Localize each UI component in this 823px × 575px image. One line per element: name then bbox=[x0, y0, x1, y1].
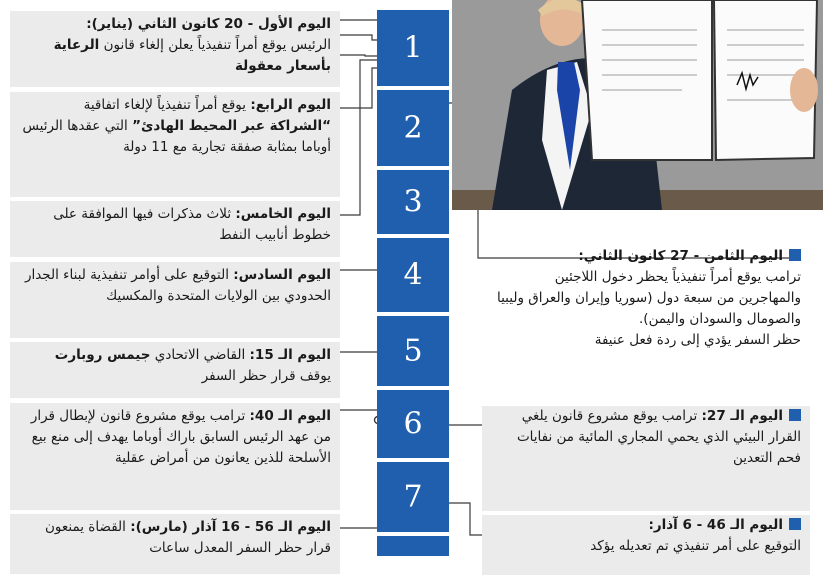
square-bullet-icon bbox=[789, 249, 801, 261]
event-text: ترامب يوقع أمراً تنفيذياً يحظر دخول اللاجئين والمهاجرين من سبعة دول (سوريا وإيران والعراق وليبيا والصومال والسودان واليمن). bbox=[497, 269, 801, 327]
event-title: اليوم الـ 15: bbox=[249, 347, 331, 363]
event-title: اليوم الرابع: bbox=[250, 97, 331, 113]
event-text: ثلاث مذكرات فيها الموافقة على خطوط أنابيب النفط bbox=[53, 206, 331, 243]
square-bullet-icon bbox=[789, 518, 801, 530]
event-text: القاضي الاتحادي bbox=[154, 347, 246, 363]
week-7: 7 bbox=[377, 462, 449, 532]
event-text: التوقيع على أمر تنفيذي تم تعديله يؤكد bbox=[590, 538, 801, 554]
event-title: اليوم الـ 40: bbox=[249, 408, 331, 424]
event-text: التوقيع على أوامر تنفيذية لبناء الجدار الحدودي بين الولايات المتحدة والمكسيك bbox=[24, 267, 331, 304]
week-4: 4 bbox=[377, 238, 449, 312]
event-day-8 bbox=[482, 246, 810, 396]
event-day-56 bbox=[10, 514, 340, 574]
event-text-tail: التي عقدها الرئيس أوباما بمثابة صفقة تجارية مع 11 دولة bbox=[22, 118, 331, 155]
event-title: اليوم الـ 46 - 6 آذار: bbox=[648, 517, 783, 533]
event-day-6 bbox=[10, 262, 340, 338]
event-highlight: “الشراكة عبر المحيط الهادئ” bbox=[132, 118, 331, 134]
signing-photo bbox=[452, 0, 823, 210]
event-title: اليوم السادس: bbox=[233, 267, 331, 283]
event-day-46 bbox=[482, 515, 810, 575]
week-5: 5 bbox=[377, 316, 449, 386]
event-day-1 bbox=[10, 11, 340, 87]
event-day-4 bbox=[10, 92, 340, 197]
event-title: اليوم الـ 56 - 16 آذار (مارس): bbox=[130, 519, 331, 535]
event-highlight: الرعاية بأسعار معقولة bbox=[53, 37, 331, 74]
week-1: 1 bbox=[377, 10, 449, 86]
event-title: اليوم الخامس: bbox=[235, 206, 331, 222]
event-title: اليوم الأول - 20 كانون الثاني (يناير): bbox=[86, 16, 331, 32]
event-highlight: جيمس روبارت bbox=[54, 347, 151, 363]
event-day-40 bbox=[10, 403, 340, 510]
week-8-partial bbox=[377, 536, 449, 556]
event-text: يوقع أمراً تنفيذياً لإلغاء اتفاقية bbox=[83, 97, 247, 113]
week-timeline bbox=[377, 0, 449, 556]
event-text: ترامب يوقع مشروع قانون يلغي القرار البيئي الذي يحمي المجاري المائية من نفايات فحم التعدين bbox=[516, 408, 801, 466]
event-day-5 bbox=[10, 201, 340, 257]
week-2: 2 bbox=[377, 90, 449, 166]
event-note: حظر السفر يؤدي إلى ردة فعل عنيفة bbox=[594, 332, 801, 348]
square-bullet-icon bbox=[789, 409, 801, 421]
event-text: القضاة يمنعون قرار حظر السفر المعدل ساعات bbox=[44, 519, 331, 556]
event-title: اليوم الثامن - 27 كانون الثاني: bbox=[578, 248, 783, 264]
week-6: 6 bbox=[377, 390, 449, 458]
event-text-tail: يوقف قرار حظر السفر bbox=[201, 368, 331, 384]
event-day-27 bbox=[482, 406, 810, 511]
event-day-15 bbox=[10, 342, 340, 398]
event-text: ترامب يوقع مشروع قانون لإبطال قرار من عهد الرئيس السابق باراك أوباما يهدف إلى منع بيع الأسلحة للذين يعانون من أمراض عقلية bbox=[30, 408, 331, 466]
event-title: اليوم الـ 27: bbox=[701, 408, 783, 424]
event-text: الرئيس يوقع أمراً تنفيذياً يعلن إلغاء قانون bbox=[103, 37, 331, 53]
week-3: 3 bbox=[377, 170, 449, 234]
